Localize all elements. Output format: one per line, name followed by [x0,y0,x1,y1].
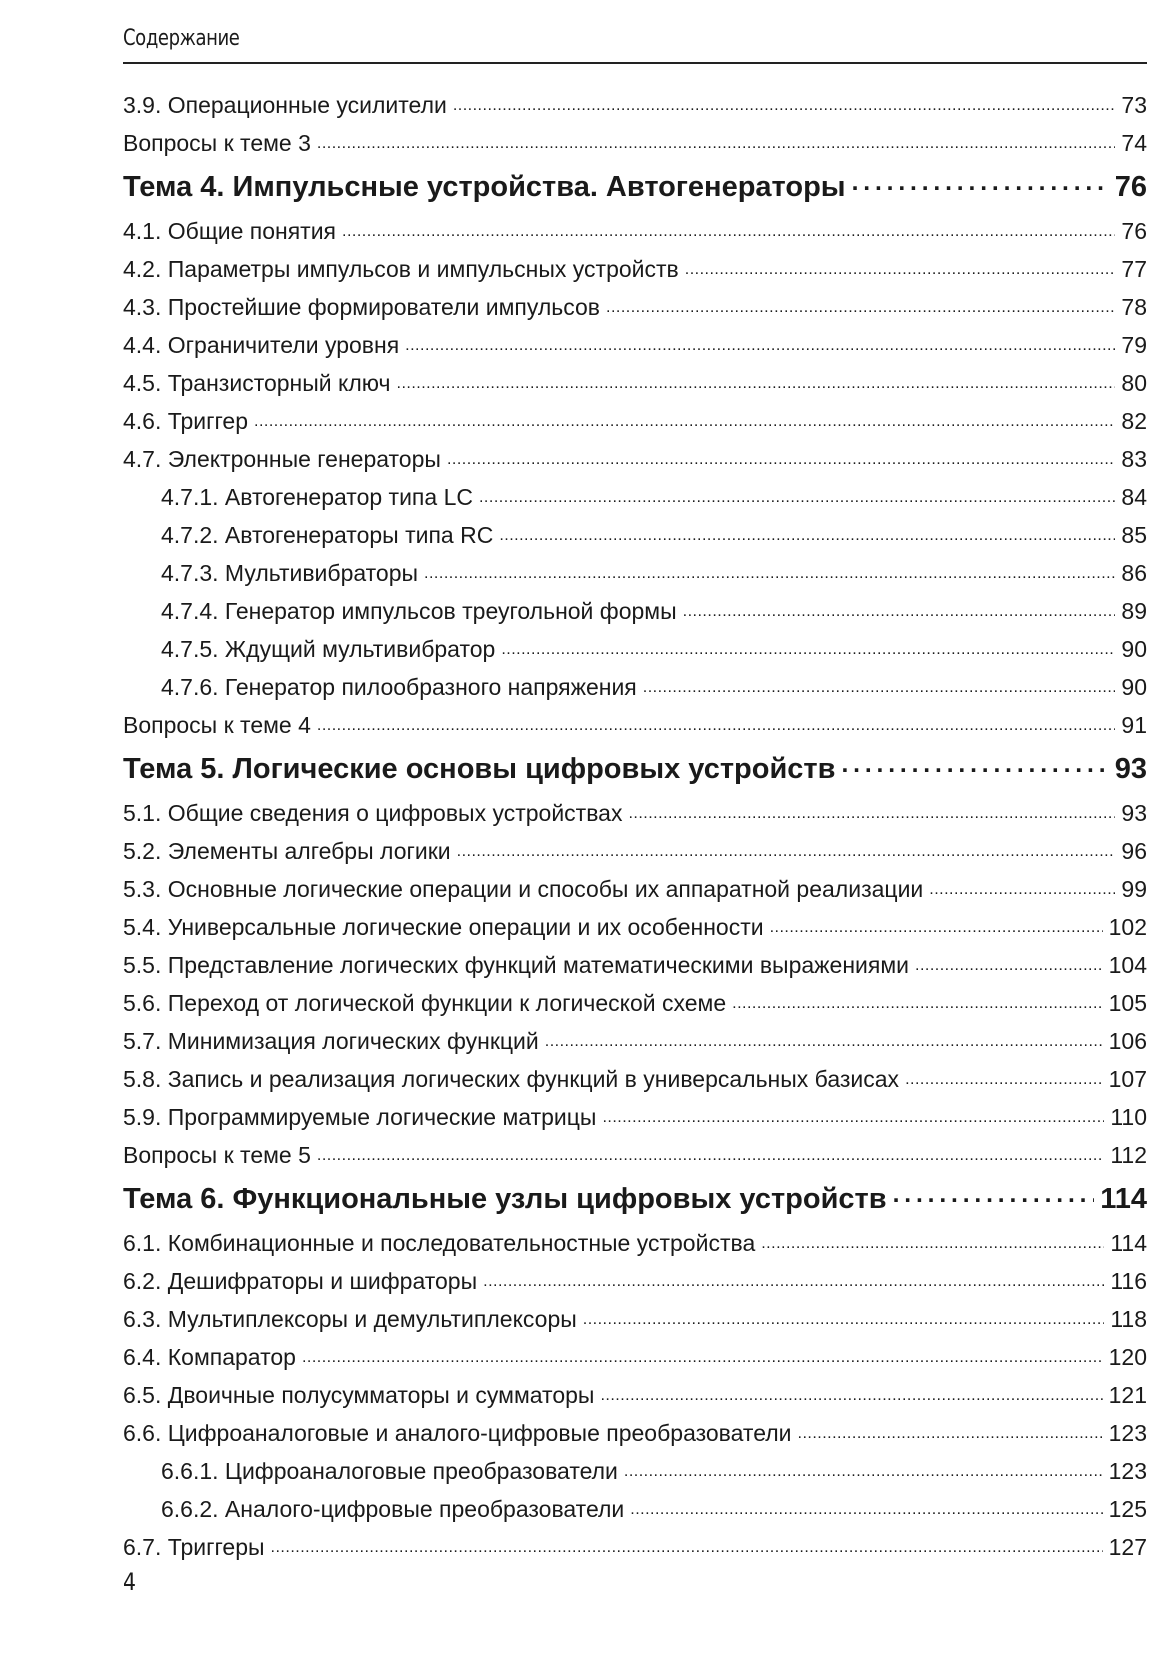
dot-leader [397,368,1116,391]
toc-entry-page: 123 [1108,1458,1147,1484]
toc-entry-page: 106 [1108,1028,1147,1054]
toc-entry-title: Тема 4. Импульсные устройства. Автогенераторы [123,171,846,203]
toc-entry-title: 4.2. Параметры импульсов и импульсных устройств [123,256,679,282]
dot-leader [761,1228,1104,1251]
toc-entry-title: 6.5. Двоичные полусумматоры и сумматоры [123,1382,595,1408]
toc-entry-page: 80 [1121,370,1147,396]
toc-entry-page: 110 [1110,1104,1147,1130]
toc-entry [123,326,1147,364]
toc-entry-title: 4.7. Электронные генераторы [123,446,441,472]
toc-entry-title: 4.7.6. Генератор пилообразного напряжения [161,674,637,700]
toc-entry-page: 96 [1121,838,1147,864]
toc-entry-title: 4.3. Простейшие формирователи импульсов [123,294,601,320]
toc-entry [123,440,1147,478]
table-of-contents [123,86,1147,1566]
toc-entry-page: 77 [1121,256,1147,282]
dot-leader [770,912,1103,935]
toc-entry-page: 86 [1121,560,1147,586]
toc-entry-page: 76 [1114,171,1147,203]
toc-entry [123,124,1147,162]
toc-entry-title: Вопросы к теме 4 [123,712,311,738]
toc-entry-title: 6.4. Компаратор [123,1344,296,1370]
toc-entry [123,212,1147,250]
dot-leader [841,749,1108,778]
toc-entry [123,554,1147,592]
toc-entry-page: 127 [1108,1534,1147,1560]
toc-entry-page: 82 [1121,408,1147,434]
toc-entry-title: 5.1. Общие сведения о цифровых устройствах [123,800,623,826]
dot-leader [457,836,1116,859]
toc-entry-page: 114 [1100,1183,1147,1215]
toc-topic-entry [123,162,1147,212]
dot-leader [317,1140,1104,1163]
dot-leader [453,90,1116,113]
toc-entry [123,1490,1147,1528]
toc-entry-title: 5.6. Переход от логической функции к логической схеме [123,990,727,1016]
toc-entry-page: 120 [1108,1344,1147,1370]
toc-entry [123,516,1147,554]
toc-entry-page: 89 [1121,598,1147,624]
toc-entry [123,592,1147,630]
toc-entry-page: 93 [1121,800,1147,826]
toc-entry-title: 5.2. Элементы алгебры логики [123,838,451,864]
toc-entry-page: 105 [1108,990,1147,1016]
dot-leader [929,874,1115,897]
toc-entry-page: 85 [1121,522,1147,548]
toc-entry [123,1224,1147,1262]
toc-entry [123,1022,1147,1060]
dot-leader [606,292,1115,315]
toc-entry-title: 5.8. Запись и реализация логических функций в универсальных базисах [123,1066,900,1092]
dot-leader [602,1102,1104,1125]
dot-leader [501,634,1115,657]
dot-leader [628,798,1115,821]
toc-entry-page: 123 [1108,1420,1147,1446]
toc-entry-page: 90 [1121,636,1147,662]
toc-entry-page: 99 [1121,876,1147,902]
dot-leader [499,520,1115,543]
toc-topic-entry [123,1174,1147,1224]
dot-leader [342,216,1115,239]
toc-entry [123,1098,1147,1136]
toc-entry [123,1338,1147,1376]
toc-entry [123,832,1147,870]
toc-entry-title: 4.7.5. Ждущий мультивибратор [161,636,496,662]
toc-entry-page: 83 [1121,446,1147,472]
dot-leader [317,710,1116,733]
toc-entry-title: Тема 5. Логические основы цифровых устройств [123,753,836,785]
toc-entry [123,630,1147,668]
running-header-title: Содержание [123,26,240,51]
toc-entry-title: Тема 6. Функциональные узлы цифровых устройств [123,1183,887,1215]
dot-leader [893,1179,1095,1208]
toc-entry [123,1300,1147,1338]
toc-entry-page: 112 [1110,1142,1147,1168]
dot-leader [424,558,1115,581]
toc-entry-page: 91 [1121,712,1147,738]
dot-leader [685,254,1116,277]
toc-entry-title: 5.9. Программируемые логические матрицы [123,1104,597,1130]
toc-entry-title: 6.2. Дешифраторы и шифраторы [123,1268,478,1294]
dot-leader [732,988,1102,1011]
toc-entry-page: 90 [1121,674,1147,700]
toc-entry-title: 3.9. Операционные усилители [123,92,447,118]
dot-leader [545,1026,1103,1049]
dot-leader [683,596,1116,619]
toc-entry [123,668,1147,706]
toc-entry-title: 4.4. Ограничители уровня [123,332,400,358]
dot-leader [405,330,1115,353]
dot-leader [479,482,1115,505]
dot-leader [254,406,1115,429]
toc-entry-title: Вопросы к теме 3 [123,130,311,156]
toc-entry-title: 4.7.3. Мультивибраторы [161,560,419,586]
toc-entry [123,946,1147,984]
dot-leader [905,1064,1103,1087]
toc-entry-title: 6.1. Комбинационные и последовательностные устройства [123,1230,756,1256]
dot-leader [317,128,1116,151]
toc-entry [123,1414,1147,1452]
toc-entry-title: 6.3. Мультиплексоры и демультиплексоры [123,1306,577,1332]
toc-entry-title: 6.6. Цифроаналоговые и аналого-цифровые преобразователи [123,1420,792,1446]
toc-entry [123,984,1147,1022]
toc-entry [123,1452,1147,1490]
toc-topic-entry [123,744,1147,794]
toc-entry-title: 5.3. Основные логические операции и способы их аппаратной реализации [123,876,924,902]
toc-entry-page: 116 [1110,1268,1147,1294]
toc-entry [123,870,1147,908]
toc-entry-title: Вопросы к теме 5 [123,1142,311,1168]
dot-leader [583,1304,1105,1327]
toc-entry-page: 114 [1110,1230,1147,1256]
dot-leader [271,1532,1103,1555]
toc-entry-title: 4.7.2. Автогенераторы типа RC [161,522,494,548]
toc-entry-page: 78 [1121,294,1147,320]
toc-entry [123,908,1147,946]
toc-entry-title: 6.6.1. Цифроаналоговые преобразователи [161,1458,618,1484]
running-header [123,26,1147,64]
dot-leader [630,1494,1102,1517]
toc-entry [123,250,1147,288]
toc-entry-page: 125 [1108,1496,1147,1522]
toc-entry-title: 4.1. Общие понятия [123,218,337,244]
toc-entry-page: 84 [1121,484,1147,510]
toc-entry [123,794,1147,832]
toc-entry-page: 76 [1121,218,1147,244]
toc-entry [123,402,1147,440]
toc-entry-page: 74 [1121,130,1147,156]
dot-leader [600,1380,1102,1403]
toc-entry-page: 121 [1108,1382,1147,1408]
toc-entry [123,1262,1147,1300]
dot-leader [302,1342,1103,1365]
toc-entry-page: 79 [1121,332,1147,358]
toc-entry-title: 6.6.2. Аналого-цифровые преобразователи [161,1496,625,1522]
toc-entry-title: 4.6. Триггер [123,408,249,434]
page-number: 4 [123,1568,136,1596]
toc-entry-page: 73 [1121,92,1147,118]
dot-leader [643,672,1116,695]
dot-leader [852,167,1109,196]
toc-entry-page: 107 [1108,1066,1147,1092]
toc-entry [123,1376,1147,1414]
dot-leader [624,1456,1103,1479]
toc-entry-title: 5.5. Представление логических функций математическими выражениями [123,952,910,978]
toc-entry-page: 93 [1114,753,1147,785]
toc-entry-title: 4.7.1. Автогенератор типа LC [161,484,473,510]
toc-entry-title: 6.7. Триггеры [123,1534,265,1560]
toc-entry-title: 5.7. Минимизация логических функций [123,1028,539,1054]
toc-entry-title: 4.5. Транзисторный ключ [123,370,391,396]
dot-leader [483,1266,1104,1289]
toc-entry [123,478,1147,516]
toc-entry-page: 118 [1110,1306,1147,1332]
toc-entry [123,1136,1147,1174]
dot-leader [798,1418,1103,1441]
toc-entry [123,86,1147,124]
toc-entry-title: 4.7.4. Генератор импульсов треугольной формы [161,598,677,624]
toc-entry-title: 5.4. Универсальные логические операции и их особенности [123,914,764,940]
toc-entry [123,706,1147,744]
dot-leader [447,444,1115,467]
toc-entry-page: 102 [1108,914,1147,940]
toc-entry [123,288,1147,326]
dot-leader [915,950,1103,973]
toc-entry-page: 104 [1108,952,1147,978]
toc-entry [123,364,1147,402]
toc-entry [123,1060,1147,1098]
toc-entry [123,1528,1147,1566]
